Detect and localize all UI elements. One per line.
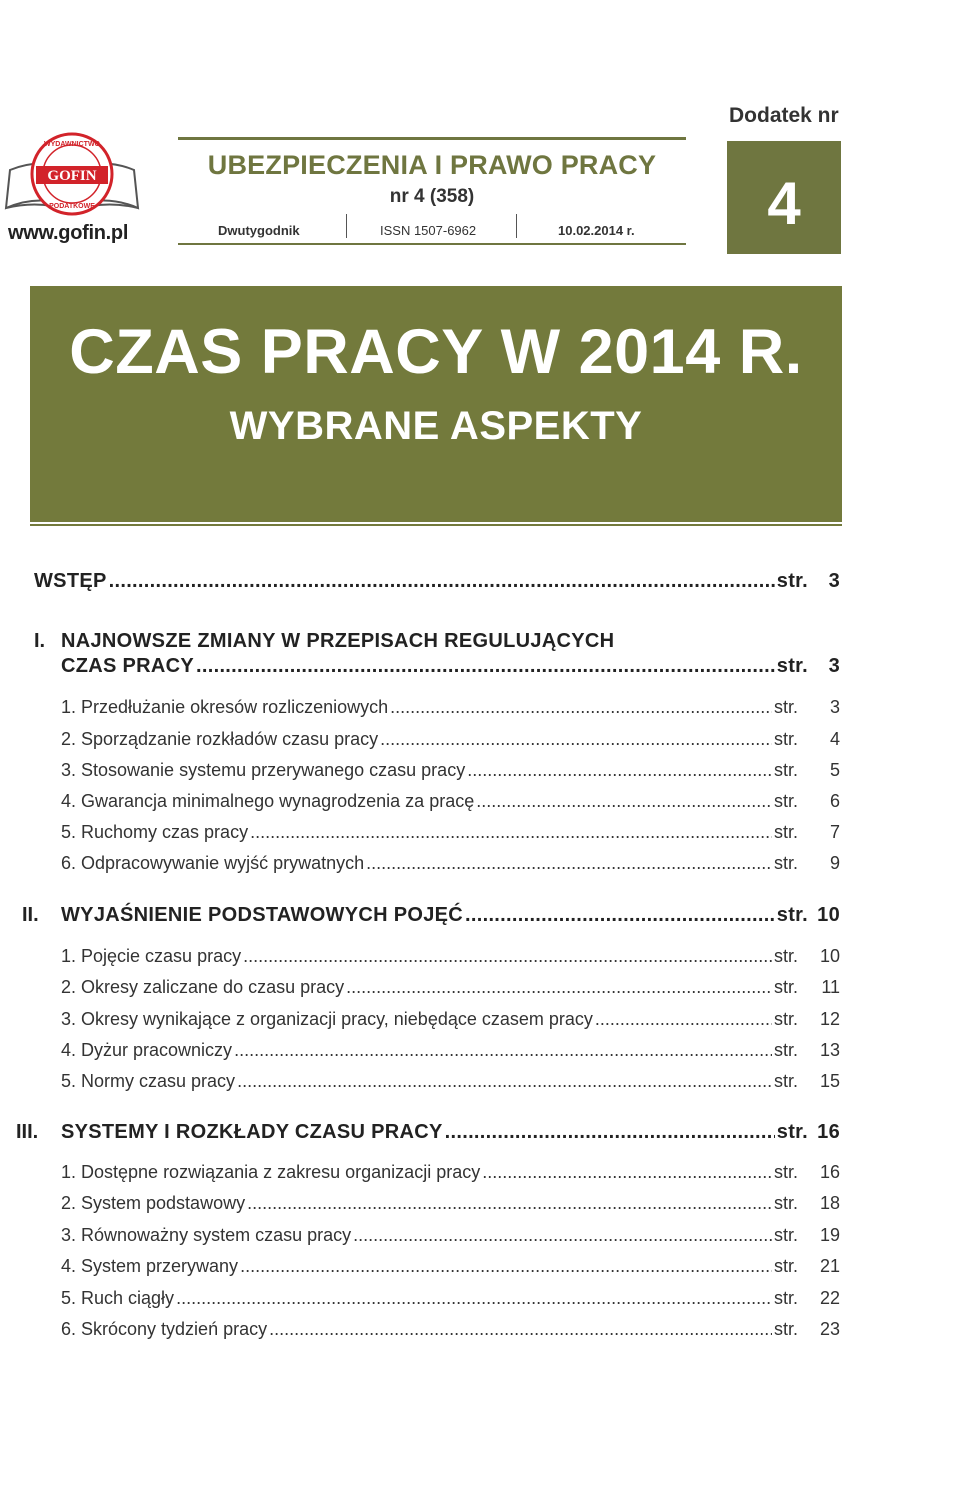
toc-item[interactable] — [61, 1256, 798, 1282]
toc-str-label: str. — [776, 570, 808, 592]
toc-leader-dots — [366, 853, 772, 874]
book-emblem-icon — [2, 128, 142, 220]
toc-leader-dots — [467, 760, 772, 781]
toc-item[interactable] — [61, 946, 798, 972]
frequency-label: Dwutygodnik — [218, 223, 300, 238]
toc-item-page: 18 — [819, 1193, 840, 1213]
toc-leader-dots — [476, 791, 772, 812]
toc-item-title: 3. Stosowanie systemu przerywanego czasu pracy — [61, 760, 466, 780]
toc-str-label: str. — [773, 729, 798, 749]
toc-item-title: 2. Sporządzanie rozkładów czasu pracy — [61, 729, 379, 749]
toc-item-title: 4. System przerywany — [61, 1256, 239, 1276]
logo-top-text: WYDAWNICTWO — [44, 141, 100, 148]
toc-item-title: 5. Ruchomy czas pracy — [61, 822, 249, 842]
toc-str-label: str. — [773, 1071, 798, 1091]
toc-item-page: 11 — [821, 977, 840, 997]
toc-item[interactable] — [61, 1193, 798, 1219]
toc-str-label: str. — [773, 697, 798, 717]
toc-item-title: 6. Skrócony tydzień pracy — [61, 1319, 268, 1339]
toc-item-title: 1. Pojęcie czasu pracy — [61, 946, 242, 966]
toc-str-label: str. — [773, 1256, 798, 1276]
section-title: SYSTEMY I ROZKŁADY CZASU PRACY — [61, 1121, 443, 1143]
title-banner — [30, 286, 842, 522]
section-title-line1: NAJNOWSZE ZMIANY W PRZEPISACH REGULUJĄCYCH — [61, 630, 615, 652]
toc-entry — [34, 570, 808, 596]
toc-str-label: str. — [776, 1121, 808, 1143]
toc-item[interactable] — [61, 1040, 798, 1066]
section-number: I. — [34, 630, 46, 652]
toc-leader-dots — [250, 822, 772, 843]
toc-leader-dots — [390, 697, 772, 718]
toc-leader-dots — [353, 1225, 772, 1246]
toc-leader-dots — [465, 904, 775, 927]
toc-item-page: 22 — [819, 1288, 840, 1308]
toc-item-page: 7 — [829, 822, 840, 842]
toc-str-label: str. — [773, 853, 798, 873]
toc-item[interactable] — [61, 1071, 798, 1097]
toc-str-label: str. — [773, 822, 798, 842]
toc-item[interactable] — [61, 853, 798, 879]
toc-leader-dots — [380, 729, 772, 750]
toc-item-title: 6. Odpracowywanie wyjść prywatnych — [61, 853, 365, 873]
supplement-number: 4 — [767, 170, 801, 237]
toc-item-title: 4. Dyżur pracowniczy — [61, 1040, 233, 1060]
toc-item-title: 4. Gwarancja minimalnego wynagrodzenia za pracę — [61, 791, 475, 811]
toc-item-page: 16 — [819, 1162, 840, 1182]
toc-str-label: str. — [773, 1040, 798, 1060]
toc-item[interactable] — [61, 1319, 798, 1345]
logo-bottom-text: PODATKOWE — [49, 203, 95, 210]
banner-title-line2: WYBRANE ASPEKTY — [229, 404, 643, 448]
header-rule-top — [178, 137, 686, 140]
toc-leader-dots — [482, 1162, 772, 1183]
toc-str-label: str. — [773, 1009, 798, 1029]
banner-title-line1: CZAS PRACY W 2014 R. — [69, 317, 803, 387]
toc-entry-title: WSTĘP — [34, 570, 107, 592]
toc-item-title: 5. Normy czasu pracy — [61, 1071, 236, 1091]
toc-item-page: 15 — [819, 1071, 840, 1091]
toc-item-page: 19 — [819, 1225, 840, 1245]
banner-underline — [30, 524, 842, 526]
supplement-number-box — [727, 138, 841, 254]
header-separator — [346, 214, 347, 238]
toc-item-page: 4 — [829, 729, 840, 749]
toc-item[interactable] — [61, 1162, 798, 1188]
toc-leader-dots — [234, 1040, 772, 1061]
section-title: WYJAŚNIENIE PODSTAWOWYCH POJĘĆ — [61, 904, 464, 926]
toc-item-page: 3 — [829, 697, 840, 717]
toc-str-label: str. — [773, 760, 798, 780]
toc-item[interactable] — [61, 822, 798, 848]
toc-item-page: 12 — [819, 1009, 840, 1029]
toc-item-title: 2. Okresy zaliczane do czasu pracy — [61, 977, 345, 997]
section-number: II. — [22, 904, 39, 926]
toc-page-number: 16 — [817, 1121, 840, 1143]
logo-url-link[interactable]: www.gofin.pl — [8, 222, 129, 244]
toc-item-page: 9 — [829, 853, 840, 873]
issue-number: nr 4 (358) — [389, 186, 475, 207]
toc-item-title: 1. Przedłużanie okresów rozliczeniowych — [61, 697, 389, 717]
toc-leader-dots — [237, 1071, 772, 1092]
supplement-label: Dodatek nr — [729, 104, 839, 127]
toc-item[interactable] — [61, 1009, 798, 1035]
toc-str-label: str. — [773, 1319, 798, 1339]
toc-item[interactable] — [61, 697, 798, 723]
toc-leader-dots — [346, 977, 772, 998]
toc-item[interactable] — [61, 760, 798, 786]
toc-str-label: str. — [773, 1225, 798, 1245]
toc-item[interactable] — [61, 1288, 798, 1314]
toc-page-number: 3 — [828, 655, 840, 677]
issue-date: 10.02.2014 r. — [558, 223, 635, 238]
toc-leader-dots — [196, 655, 775, 678]
toc-item-page: 21 — [819, 1256, 840, 1276]
toc-entry — [61, 655, 808, 681]
section-title-line2: CZAS PRACY — [61, 655, 195, 677]
toc-item-title: 3. Okresy wynikające z organizacji pracy, niebędące czasem pracy — [61, 1009, 593, 1029]
toc-entry — [61, 904, 808, 930]
toc-page-number: 10 — [817, 904, 840, 926]
header-rule-bottom — [178, 243, 686, 245]
toc-item-title: 1. Dostępne rozwiązania z zakresu organizacji pracy — [61, 1162, 481, 1182]
toc-str-label: str. — [773, 1162, 798, 1182]
toc-leader-dots — [176, 1288, 772, 1309]
toc-str-label: str. — [773, 946, 798, 966]
toc-item-title: 5. Ruch ciągły — [61, 1288, 175, 1308]
toc-leader-dots — [445, 1121, 775, 1144]
toc-item-page: 10 — [819, 946, 840, 966]
toc-item[interactable] — [61, 729, 798, 755]
toc-str-label: str. — [776, 655, 808, 677]
toc-leader-dots — [240, 1256, 772, 1277]
toc-leader-dots — [243, 946, 772, 967]
logo-brand: GOFIN — [47, 168, 97, 184]
toc-item-title: 3. Równoważny system czasu pracy — [61, 1225, 352, 1245]
toc-item[interactable] — [61, 1225, 798, 1251]
toc-item[interactable] — [61, 977, 798, 1003]
toc-str-label: str. — [776, 904, 808, 926]
toc-item-page: 23 — [819, 1319, 840, 1339]
toc-item-page: 13 — [819, 1040, 840, 1060]
issn-label: ISSN 1507-6962 — [380, 223, 477, 238]
toc-item[interactable] — [61, 791, 798, 817]
toc-page-number: 3 — [828, 570, 840, 592]
toc-leader-dots — [269, 1319, 772, 1340]
toc-str-label: str. — [773, 1193, 798, 1213]
header-separator — [516, 214, 517, 238]
toc-str-label: str. — [773, 1288, 798, 1308]
gofin-logo[interactable] — [2, 128, 142, 220]
toc-item-page: 5 — [829, 760, 840, 780]
toc-item-title: 2. System podstawowy — [61, 1193, 246, 1213]
toc-leader-dots — [109, 570, 775, 593]
section-number: III. — [16, 1121, 39, 1143]
toc-leader-dots — [595, 1009, 772, 1030]
publication-title: UBEZPIECZENIA I PRAWO PRACY — [207, 150, 657, 180]
toc-item-page: 6 — [829, 791, 840, 811]
toc-entry — [61, 1121, 808, 1147]
toc-leader-dots — [247, 1193, 772, 1214]
toc-str-label: str. — [773, 977, 798, 997]
toc-str-label: str. — [773, 791, 798, 811]
